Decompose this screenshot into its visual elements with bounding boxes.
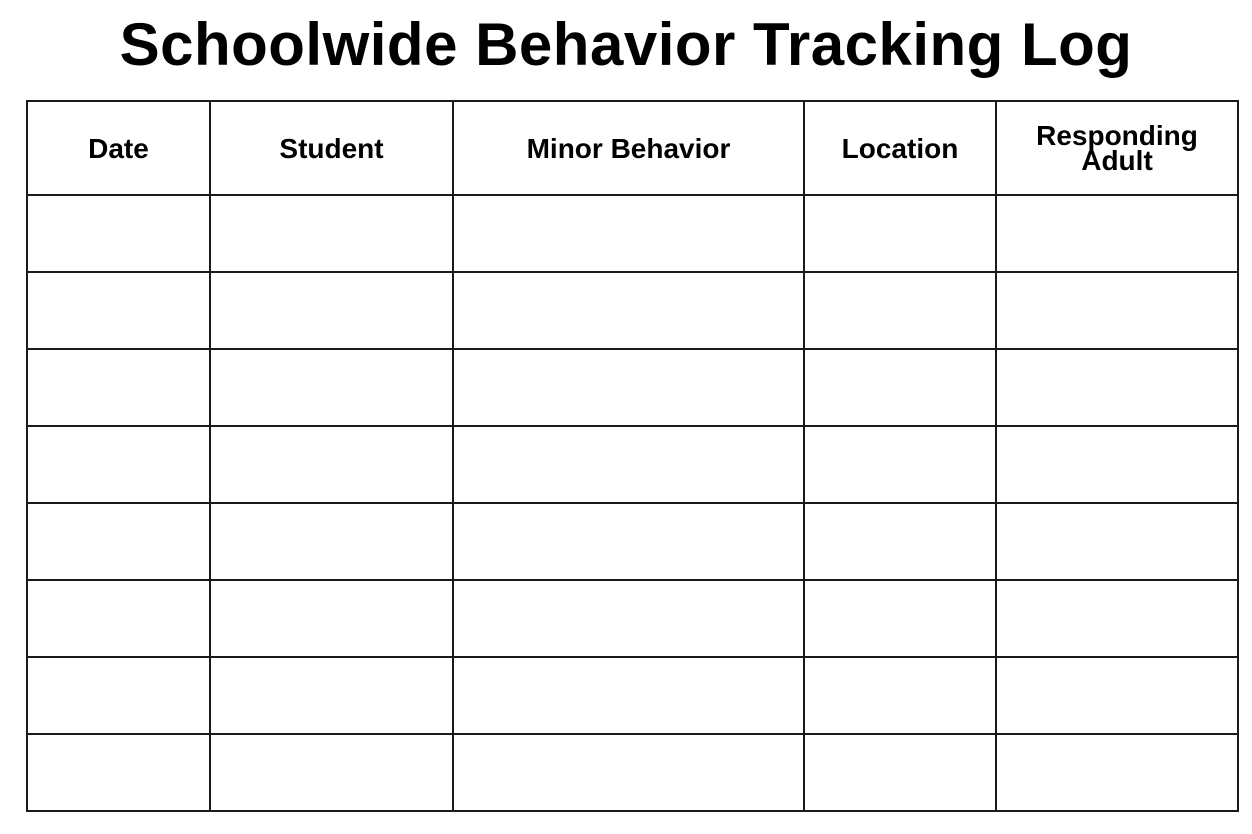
table-row: [27, 503, 1238, 580]
cell-date[interactable]: [27, 349, 210, 426]
cell-student[interactable]: [210, 580, 453, 657]
cell-location[interactable]: [804, 426, 996, 503]
cell-minor-behavior[interactable]: [453, 195, 804, 272]
cell-responding-adult[interactable]: [996, 272, 1238, 349]
cell-location[interactable]: [804, 580, 996, 657]
cell-responding-adult[interactable]: [996, 426, 1238, 503]
column-header-date: [27, 101, 210, 195]
cell-responding-adult[interactable]: [996, 580, 1238, 657]
cell-student[interactable]: [210, 349, 453, 426]
column-header-text: Student: [279, 132, 384, 164]
cell-location[interactable]: [804, 657, 996, 734]
cell-student[interactable]: [210, 426, 453, 503]
cell-date[interactable]: [27, 657, 210, 734]
cell-responding-adult[interactable]: [996, 503, 1238, 580]
cell-date[interactable]: [27, 195, 210, 272]
cell-student[interactable]: [210, 503, 453, 580]
column-header-responding-adult: [996, 101, 1238, 195]
table-row: [27, 734, 1238, 811]
cell-student[interactable]: [210, 657, 453, 734]
cell-location[interactable]: [804, 195, 996, 272]
cell-minor-behavior[interactable]: [453, 426, 804, 503]
cell-minor-behavior[interactable]: [453, 657, 804, 734]
cell-date[interactable]: [27, 580, 210, 657]
cell-student[interactable]: [210, 272, 453, 349]
cell-date[interactable]: [27, 426, 210, 503]
column-header-text: Location: [841, 132, 959, 164]
cell-minor-behavior[interactable]: [453, 349, 804, 426]
cell-minor-behavior[interactable]: [453, 503, 804, 580]
table-row: [27, 580, 1238, 657]
cell-student[interactable]: [210, 734, 453, 811]
cell-minor-behavior[interactable]: [453, 734, 804, 811]
page-title: Schoolwide Behavior Tracking Log: [119, 11, 1133, 78]
column-header-text: Minor Behavior: [526, 132, 731, 164]
cell-date[interactable]: [27, 503, 210, 580]
cell-minor-behavior[interactable]: [453, 580, 804, 657]
table-row: [27, 195, 1238, 272]
cell-location[interactable]: [804, 349, 996, 426]
column-header-text: Adult: [1081, 145, 1153, 176]
column-header-minor-behavior: [453, 101, 804, 195]
log-body: [27, 195, 1238, 811]
cell-student[interactable]: [210, 195, 453, 272]
table-row: [27, 272, 1238, 349]
behavior-log-table: [26, 100, 1239, 812]
cell-minor-behavior[interactable]: [453, 272, 804, 349]
table-row: [27, 349, 1238, 426]
table-row: [27, 426, 1238, 503]
cell-location[interactable]: [804, 503, 996, 580]
cell-date[interactable]: [27, 734, 210, 811]
cell-location[interactable]: [804, 272, 996, 349]
cell-responding-adult[interactable]: [996, 349, 1238, 426]
column-header-text: Date: [88, 132, 149, 164]
column-header-student: [210, 101, 453, 195]
table-row: [27, 657, 1238, 734]
column-header-text: Responding: [1036, 120, 1198, 151]
column-header-location: [804, 101, 996, 195]
cell-date[interactable]: [27, 272, 210, 349]
cell-location[interactable]: [804, 734, 996, 811]
cell-responding-adult[interactable]: [996, 734, 1238, 811]
cell-responding-adult[interactable]: [996, 195, 1238, 272]
header-row: [27, 101, 1238, 195]
cell-responding-adult[interactable]: [996, 657, 1238, 734]
